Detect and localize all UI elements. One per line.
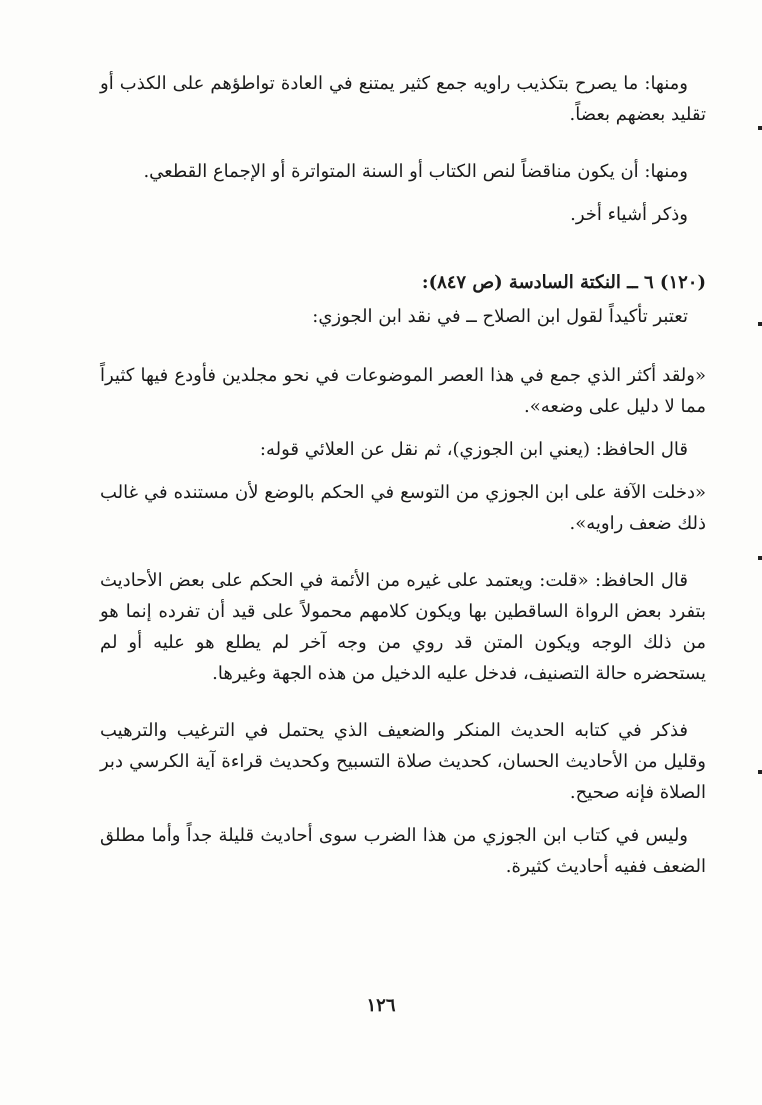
quote-2: «دخلت الآفة على ابن الجوزي من التوسع في الحكم بالوضع لأن مستنده في غالب ذلك ضعف راويه».: [100, 482, 706, 534]
paragraph-3: وذكر أشياء أخر.: [570, 204, 688, 225]
margin-mark: [758, 556, 762, 560]
paragraph-2: ومنها: أن يكون مناقضاً لنص الكتاب أو السنة المتواترة أو الإجماع القطعي.: [143, 161, 688, 182]
page-number: ١٢٦: [366, 995, 396, 1016]
margin-mark: [758, 322, 762, 326]
section-heading-block: [100, 266, 706, 334]
paragraph-4: قال الحافظ: (يعني ابن الجوزي)، ثم نقل عن العلائي قوله:: [259, 439, 688, 460]
paragraph-1: ومنها: ما يصرح بتكذيب راويه جمع كثير يمتنع في العادة تواطؤهم على الكذب أو تقليد بعضهم بعضاً.: [100, 73, 706, 125]
section-subheading: تعتبر تأكيداً لقول ابن الصلاح ــ في نقد ابن الجوزي:: [312, 306, 688, 327]
margin-mark: [758, 126, 762, 130]
quote-1: «ولقد أكثر الذي جمع في هذا العصر الموضوعات في نحو مجلدين فأودع فيها كثيراً مما لا دليل على وضعه».: [100, 365, 706, 417]
page-body: [100, 68, 706, 882]
paragraph-7: وليس في كتاب ابن الجوزي من هذا الضرب سوى أحاديث قليلة جداً وأما مطلق الضعف ففيه أحاديث كثيرة.: [100, 825, 706, 877]
margin-mark: [758, 770, 762, 774]
paragraph-5: قال الحافظ: «قلت: ويعتمد على غيره من الأئمة في الحكم على بعض الأحاديث بتفرد بعض الرواة الساقطين بها ويكون كلامهم محمولاً على قيد أن تفرده إنما هو من ذلك الوجه ويكون المتن قد روي من وجه آخر لم يطلع هو عليه أو لم يستحضره حالة التصنيف، فدخل عليه الدخيل من هذه الجهة وغيرها.: [100, 570, 706, 684]
section-heading: (١٢٠) ٦ ــ النكتة السادسة (ص ٨٤٧):: [421, 272, 706, 293]
paragraph-6: فذكر في كتابه الحديث المنكر والضعيف الذي يحتمل في الترغيب والترهيب وقليل من الأحاديث الحسان، كحديث صلاة التسبيح وكحديث قراءة آية الكرسي دبر الصلاة فإنه صحيح.: [100, 720, 707, 803]
